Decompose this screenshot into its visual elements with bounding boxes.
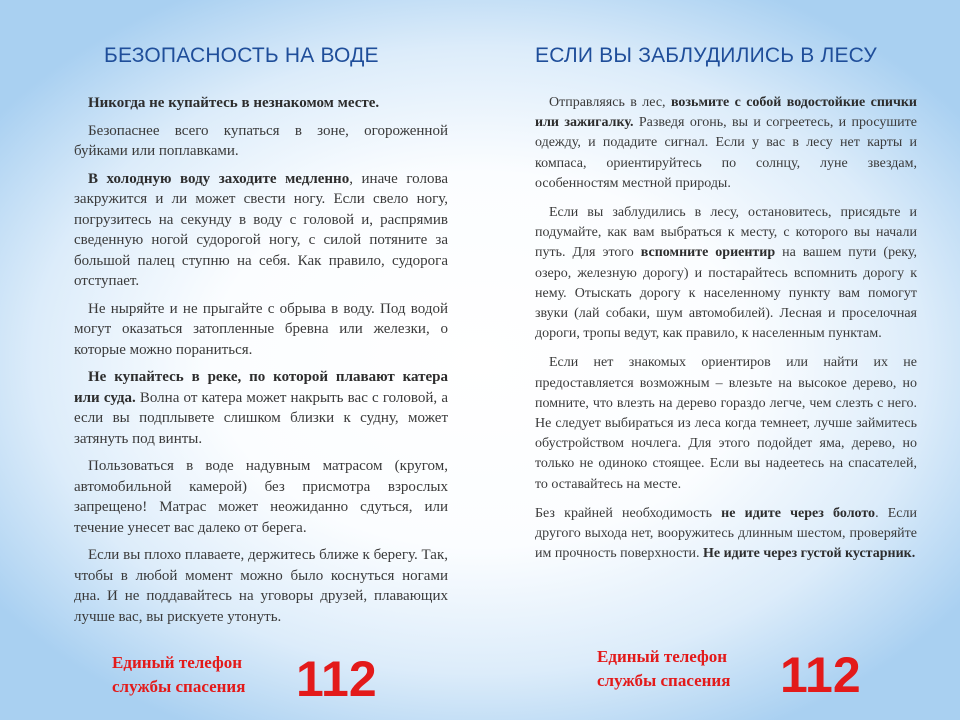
paragraph: Пользоваться в воде надувным матрасом (кругом, автомобильной камерой) без присмотра взрослых запрещено! Матрас может неожиданно сдуться, или течение унесет вас далеко от берега. bbox=[74, 458, 448, 536]
lost-in-forest-column bbox=[535, 93, 917, 573]
water-safety-column bbox=[74, 93, 448, 634]
bold-text: возьмите с собой водостойкие спички или зажигалку. bbox=[535, 95, 917, 131]
paragraph bbox=[535, 504, 917, 565]
lost-in-forest-heading: ЕСЛИ ВЫ ЗАБЛУДИЛИСЬ В ЛЕСУ bbox=[535, 44, 877, 67]
paragraph: Если вы плохо плаваете, держитесь ближе к берегу. Так, чтобы в любой момент можно было коснуться ногами дна. И не поддавайтесь на уговоры друзей, плавающих лучше вас, вы рискуете утонуть. bbox=[74, 547, 448, 625]
paragraph-text: . Если другого выхода нет, вооружитесь длинным шестом, проверяйте им прочность поверхности. bbox=[535, 505, 918, 562]
paragraph-text: Волна от катера может накрыть вас с головой, а если вы подплывете слишком близки к судну, может затянуть под винты. bbox=[74, 389, 448, 447]
paragraph: Не ныряйте и не прыгайте с обрыва в воду. Под водой могут оказаться затопленные бревна или железки, о которые можно пораниться. bbox=[74, 300, 448, 358]
rescue-phone-label bbox=[597, 645, 730, 693]
bold-text: В холодную воду заходите медленно bbox=[88, 170, 350, 187]
paragraph-text: Без крайней необходимость bbox=[535, 505, 722, 521]
bold-text: Не купайтесь в реке, по которой плавают катера или суда. bbox=[74, 369, 448, 406]
paragraph bbox=[74, 93, 448, 114]
water-safety-heading: БЕЗОПАСНОСТЬ НА ВОДЕ bbox=[104, 44, 379, 67]
rescue-phone-label-line2: службы спасения bbox=[597, 671, 731, 690]
paragraph: Если нет знакомых ориентиров или найти их не предоставляется возможным – влезьте на высокое дерево, но помните, что влезть на дерево гораздо легче, чем слезть с него. Не следует выбираться из леса когда темнеет, лучше займитесь обустройством ночлега. Для этого подойдет яма, дерево, но только не одиноко стоящее. Если вы надеетесь на спасателей, то оставайтесь на месте. bbox=[535, 355, 917, 492]
rescue-phone-label-line1: Единый телефон bbox=[597, 647, 728, 666]
paragraph-text: , иначе голова закружится и ли может свести ногу. Если свело ногу, погрузитесь на секунду в воду с головой и, распрямив сведенную ногой судорогой ногу, с силой потяните за большой палец ступню на себя. Как правило, судорога отступает. bbox=[74, 170, 448, 289]
paragraph bbox=[535, 93, 917, 194]
paragraph-text: Разведя огонь, вы и согреетесь, и просушите одежду, и подадите сигнал. Если у вас в лесу нет карты и компаса, ориентируйтесь по солнцу, луне звездам, особенностям местной природы. bbox=[535, 115, 917, 191]
rescue-phone-number: 112 bbox=[296, 651, 377, 707]
rescue-phone-label bbox=[112, 651, 245, 699]
paragraph bbox=[74, 169, 448, 292]
paragraph: Безопаснее всего купаться в зоне, огороженной буйками или поплавками. bbox=[74, 122, 448, 159]
bold-text: не идите через болото bbox=[721, 505, 876, 521]
paragraph-text: на вашем пути (реку, озеро, железную дорогу) и постарайтесь вспомнить дорогу к нему. Отыскать дорогу к населенному пункту вам помогут звуки (лай собаки, шум автомобилей). Лесная и проселочная дороги, тропы ведут, как правило, к населенным пунктам. bbox=[535, 245, 917, 342]
paragraph bbox=[535, 203, 917, 344]
rescue-phone-number: 112 bbox=[780, 647, 861, 703]
paragraph bbox=[74, 367, 448, 449]
bold-text: Никогда не купайтесь в незнакомом месте. bbox=[88, 95, 380, 111]
rescue-phone-label-line2: службы спасения bbox=[112, 677, 246, 696]
paragraph-text: Если вы заблудились в лесу, остановитесь, присядьте и подумайте, как вам выбраться к месту, с которого вы начали путь. Для этого bbox=[535, 205, 917, 261]
rescue-phone-label-line1: Единый телефон bbox=[112, 653, 243, 672]
bold-text: Не идите через густой кустарник. bbox=[702, 546, 916, 562]
paragraph-text: Отправляясь в лес, bbox=[549, 95, 671, 110]
bold-text: вспомните ориентир bbox=[640, 245, 776, 261]
